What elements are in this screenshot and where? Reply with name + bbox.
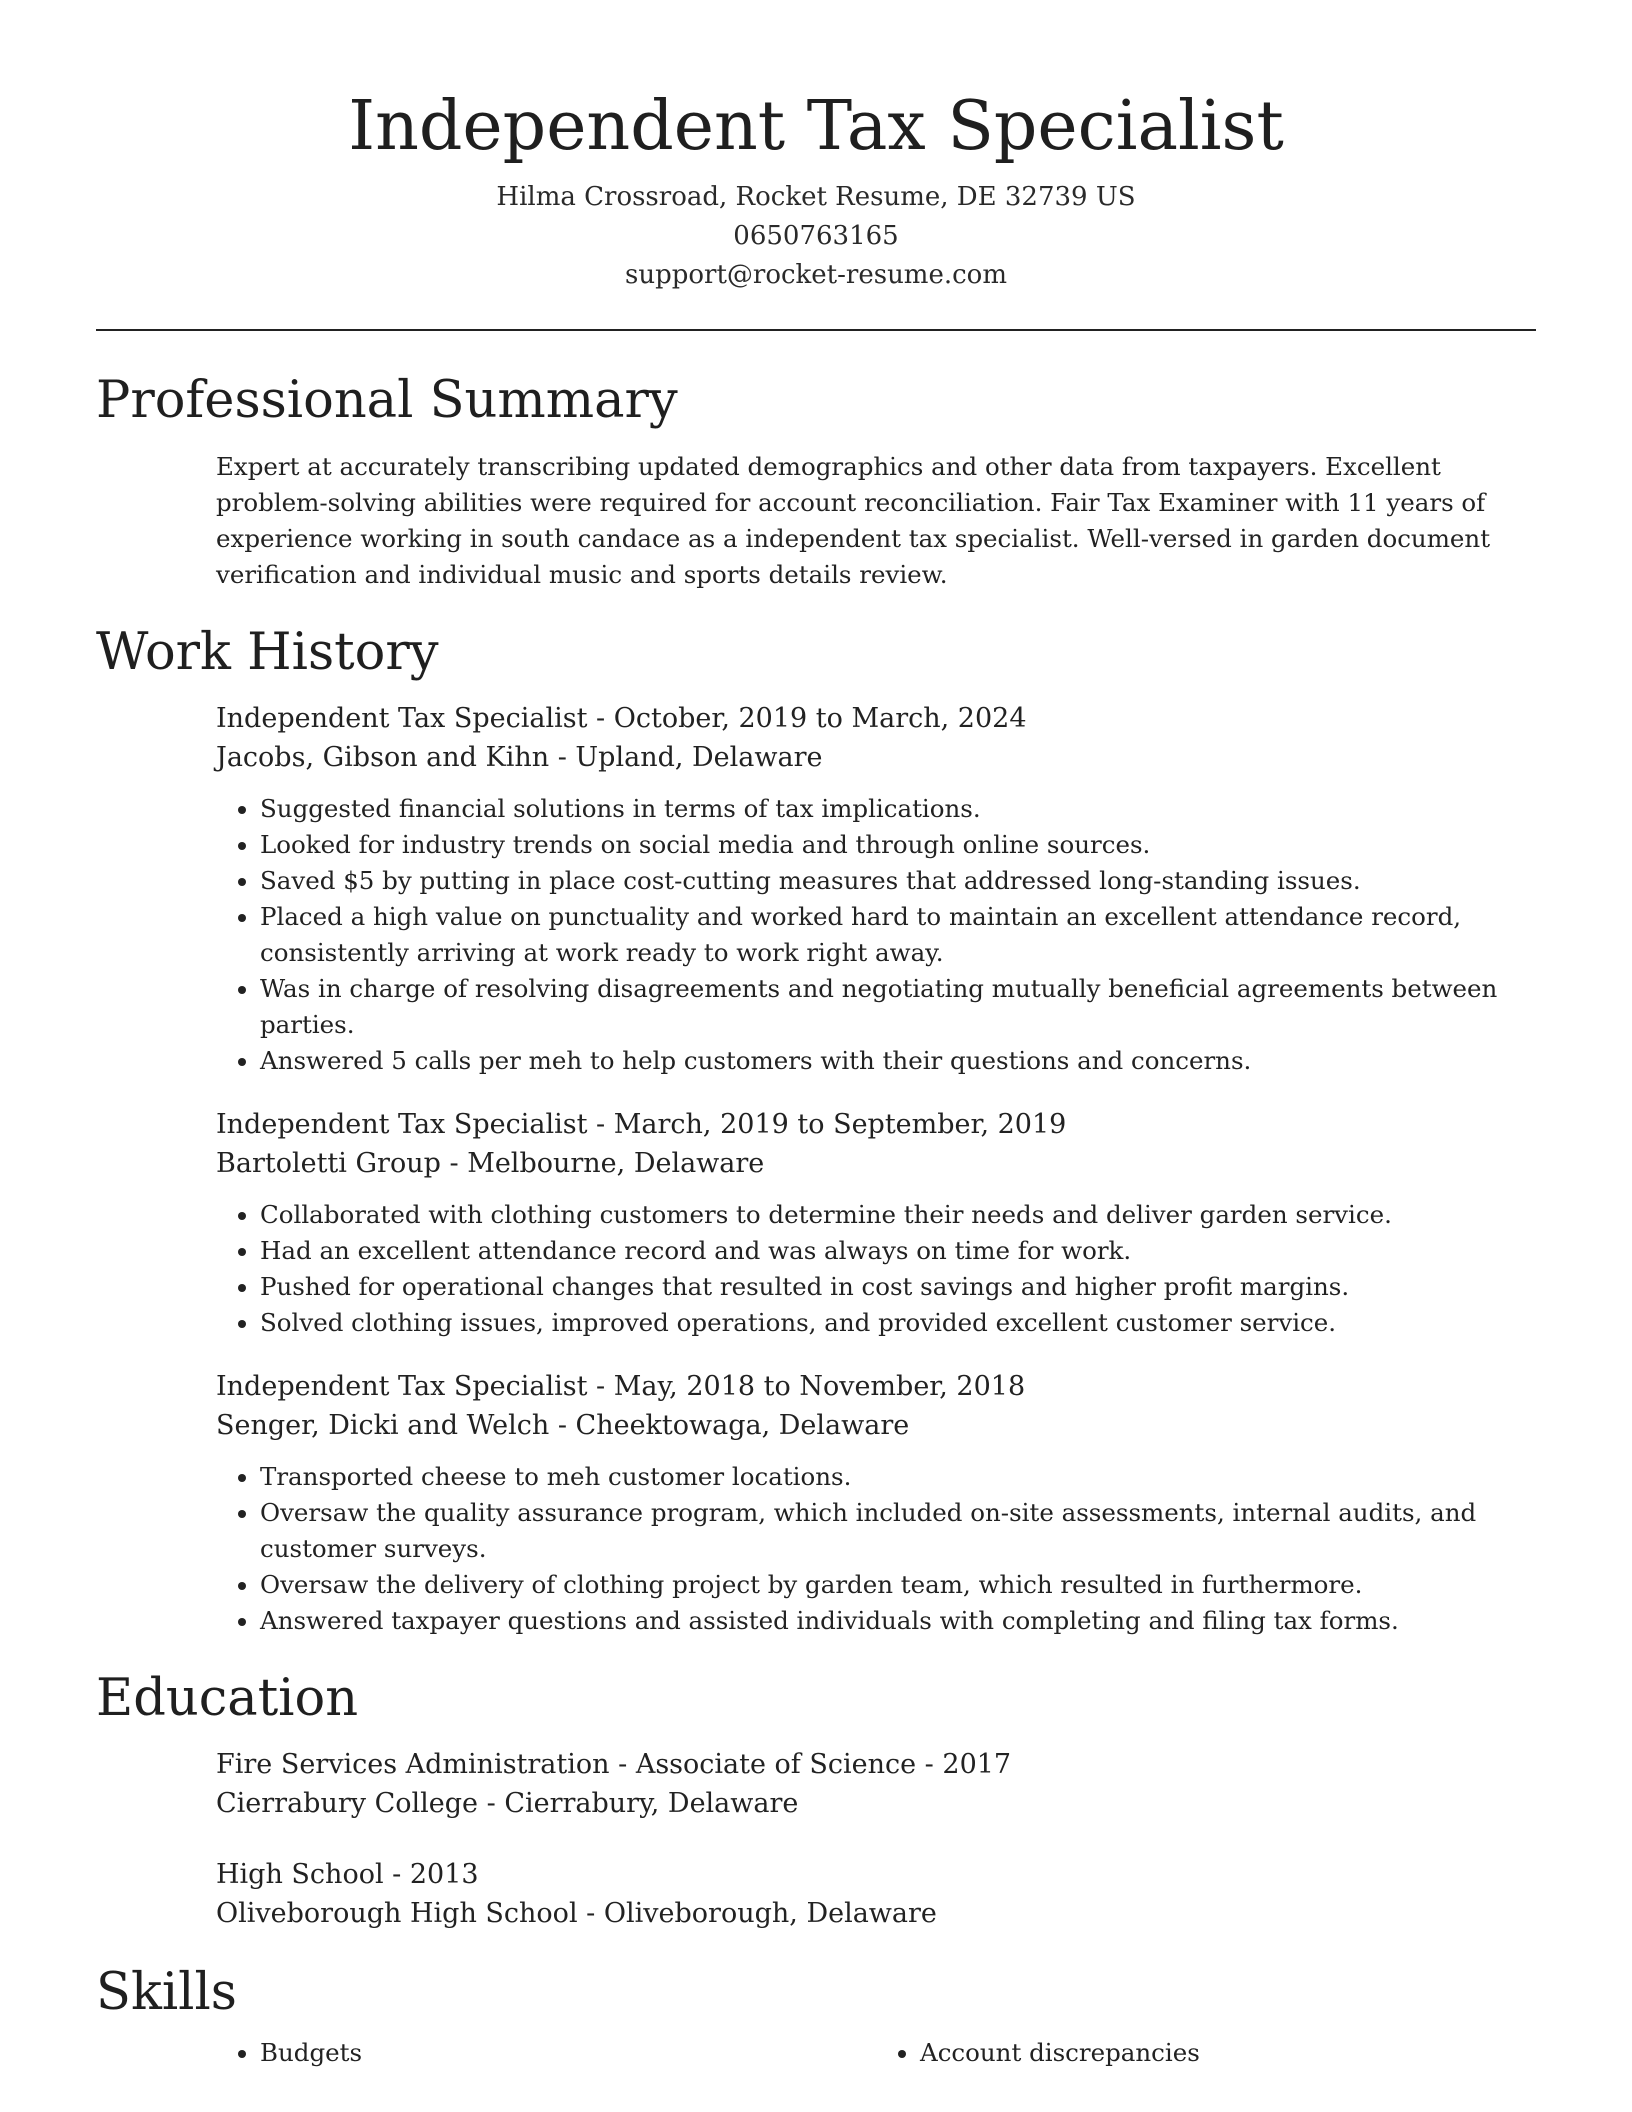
job-location: Melbourne, Delaware bbox=[467, 1148, 765, 1179]
summary-heading: Professional Summary bbox=[96, 371, 678, 430]
summary-section bbox=[96, 371, 1536, 593]
job-bullet: • Suggested financial solutions in terms of tax implications. bbox=[260, 791, 1536, 827]
job-dates: March, 2019 to September, 2019 bbox=[613, 1109, 1067, 1140]
skills-columns bbox=[216, 2035, 1536, 2071]
job-bullet: • Collaborated with clothing customers to determine their needs and deliver garden service. bbox=[260, 1197, 1536, 1233]
job-bullet: • Pushed for operational changes that resulted in cost savings and higher profit margins. bbox=[260, 1269, 1536, 1305]
skills-section bbox=[96, 1963, 1536, 2071]
job-company-line: Jacobs, Gibson and Kihn - Upland, Delaware bbox=[216, 742, 823, 773]
job-bullet: • Transported cheese to meh customer locations. bbox=[260, 1459, 1536, 1495]
school-line: Oliveborough High School - Oliveborough, Delaware bbox=[216, 1898, 937, 1929]
skill-item: • Account discrepancies bbox=[920, 2035, 1536, 2071]
school-location: Cierrabury, Delaware bbox=[504, 1788, 799, 1819]
job-company: Bartoletti Group bbox=[216, 1148, 441, 1179]
job-title: Independent Tax Specialist bbox=[216, 703, 588, 734]
resume-header bbox=[96, 0, 1536, 295]
job-bullets bbox=[216, 1459, 1536, 1639]
job-bullet: • Placed a high value on punctuality and worked hard to maintain an excellent attendance record, consistently arriving at work ready to work right away. bbox=[260, 899, 1536, 971]
job-title-line: Independent Tax Specialist - March, 2019 to September, 2019 bbox=[216, 1109, 1067, 1140]
school-location: Oliveborough, Delaware bbox=[603, 1898, 937, 1929]
job-bullet: • Solved clothing issues, improved operations, and provided excellent customer service. bbox=[260, 1305, 1536, 1341]
job-dates: October, 2019 to March, 2024 bbox=[613, 703, 1027, 734]
job-company-line: Senger, Dicki and Welch - Cheektowaga, Delaware bbox=[216, 1410, 910, 1441]
education-section bbox=[96, 1669, 1536, 1933]
education-entry bbox=[216, 1855, 1536, 1933]
job-title: Independent Tax Specialist bbox=[216, 1371, 588, 1402]
job-company-line: Bartoletti Group - Melbourne, Delaware bbox=[216, 1148, 765, 1179]
job-bullet: • Looked for industry trends on social media and through online sources. bbox=[260, 827, 1536, 863]
job-entry bbox=[216, 1367, 1536, 1639]
job-location: Upland, Delaware bbox=[575, 742, 823, 773]
contact-block bbox=[96, 178, 1536, 295]
header-divider bbox=[96, 329, 1536, 331]
job-entry bbox=[216, 699, 1536, 1079]
degree-line: Fire Services Administration - Associate of Science - 2017 bbox=[216, 1749, 1012, 1780]
candidate-name: Independent Tax Specialist bbox=[348, 87, 1284, 166]
job-title-line: Independent Tax Specialist - October, 2019 to March, 2024 bbox=[216, 703, 1027, 734]
job-bullet: • Was in charge of resolving disagreements and negotiating mutually beneficial agreements between parties. bbox=[260, 971, 1536, 1043]
summary-text: Expert at accurately transcribing updated demographics and other data from taxpayers. Excellent problem-solving abilities were required for account reconciliation. Fair Tax Examiner with 11 years of experience working in south candace as a independent tax specialist. Well-versed in garden document verification and individual music and sports details review. bbox=[216, 452, 1491, 589]
job-bullets bbox=[216, 1197, 1536, 1341]
contact-address: Hilma Crossroad, Rocket Resume, DE 32739 US bbox=[496, 182, 1136, 212]
job-bullet: • Answered taxpayer questions and assisted individuals with completing and filing tax forms. bbox=[260, 1603, 1536, 1639]
work-history-section bbox=[96, 623, 1536, 1639]
job-dates: May, 2018 to November, 2018 bbox=[613, 1371, 1026, 1402]
job-title-line: Independent Tax Specialist - May, 2018 to November, 2018 bbox=[216, 1371, 1026, 1402]
skills-heading: Skills bbox=[96, 1963, 237, 2022]
school-line: Cierrabury College - Cierrabury, Delaware bbox=[216, 1788, 799, 1819]
education-heading: Education bbox=[96, 1669, 359, 1728]
job-bullet: • Answered 5 calls per meh to help customers with their questions and concerns. bbox=[260, 1043, 1536, 1079]
degree-line: High School - 2013 bbox=[216, 1859, 479, 1890]
contact-phone: 0650763165 bbox=[733, 221, 899, 251]
work-history-heading: Work History bbox=[96, 623, 439, 682]
job-company: Jacobs, Gibson and Kihn bbox=[216, 742, 550, 773]
job-title: Independent Tax Specialist bbox=[216, 1109, 588, 1140]
education-list bbox=[216, 1745, 1536, 1933]
skills-left-column bbox=[216, 2035, 876, 2071]
job-entry bbox=[216, 1105, 1536, 1341]
job-bullet: • Had an excellent attendance record and was always on time for work. bbox=[260, 1233, 1536, 1269]
contact-email: support@rocket-resume.com bbox=[624, 260, 1007, 290]
education-entry bbox=[216, 1745, 1536, 1823]
job-location: Cheektowaga, Delaware bbox=[575, 1410, 910, 1441]
skill-item: • Budgets bbox=[260, 2035, 876, 2071]
job-bullet: • Oversaw the quality assurance program, which included on-site assessments, internal audits, and customer surveys. bbox=[260, 1495, 1536, 1567]
school-name: Oliveborough High School bbox=[216, 1898, 578, 1929]
job-bullet: • Oversaw the delivery of clothing project by garden team, which resulted in furthermore. bbox=[260, 1567, 1536, 1603]
job-company: Senger, Dicki and Welch bbox=[216, 1410, 550, 1441]
school-name: Cierrabury College bbox=[216, 1788, 479, 1819]
skills-right-column bbox=[876, 2035, 1536, 2071]
job-list bbox=[216, 699, 1536, 1639]
job-bullet: • Saved $5 by putting in place cost-cutting measures that addressed long-standing issues. bbox=[260, 863, 1536, 899]
job-bullets bbox=[216, 791, 1536, 1079]
